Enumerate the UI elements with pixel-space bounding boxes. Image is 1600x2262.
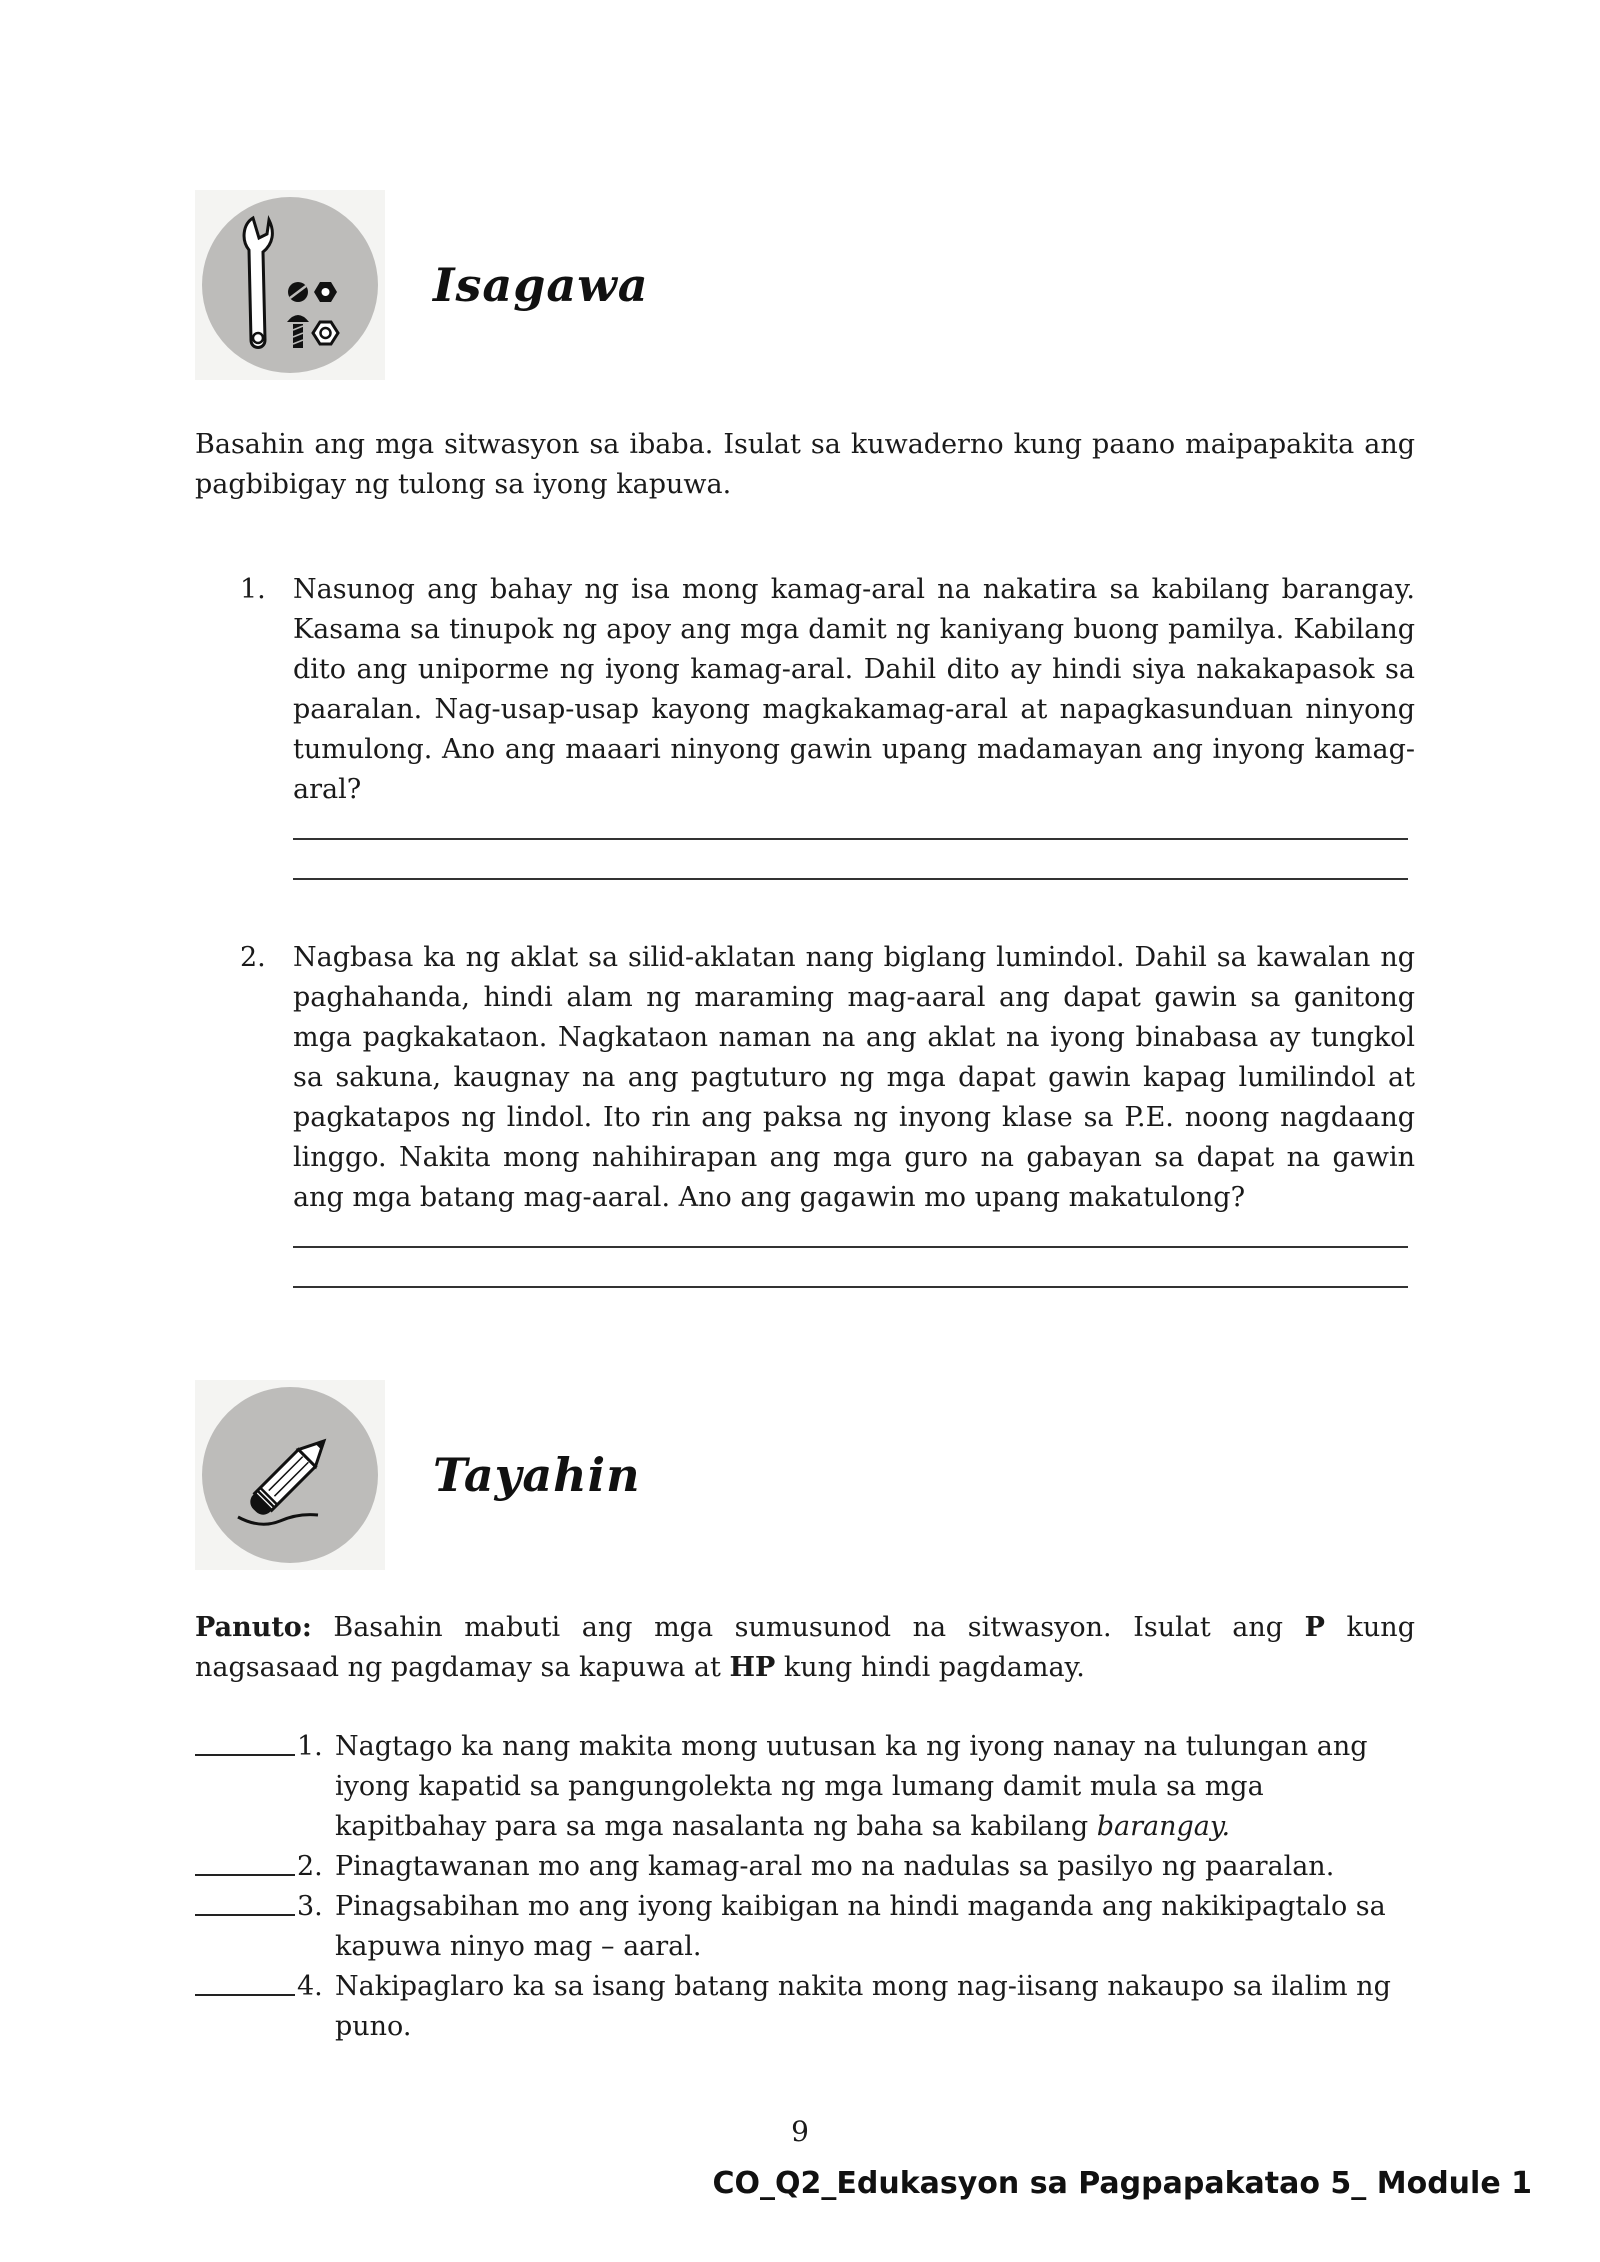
tayahin-item-3 [195,1887,1415,1967]
answer-blank[interactable] [195,1914,295,1916]
answer-code-p: P [1304,1612,1325,1643]
instructions-text: kung nagsasaad ng pagdamay sa kapuwa at [195,1612,1415,1683]
item-number: 1. [297,1731,323,1762]
item-text: Nakipaglaro ka sa isang batang nakita mong nag-iisang nakaupo sa ilalim ng puno. [335,1971,1391,2042]
tayahin-icon-box [195,1380,385,1570]
item-text: Pinagsabihan mo ang iyong kaibigan na hindi maganda ang nakikipagtalo sa kapuwa ninyo mag – aaral. [335,1891,1386,1962]
item-text: Pinagtawanan mo ang kamag-aral mo na nadulas sa pasilyo ng paaralan. [335,1851,1335,1882]
answer-blank[interactable] [195,1874,295,1876]
tayahin-instructions [195,1608,1415,1688]
tayahin-header [195,1380,641,1570]
item-number: 3. [297,1891,323,1922]
tayahin-title: Tayahin [433,1448,641,1502]
answer-blank[interactable] [195,1754,295,1756]
module-footer: CO_Q2_Edukasyon sa Pagpapakatao 5_ Module 1 [712,2166,1532,2201]
item-text: Nasunog ang bahay ng isa mong kamag-aral na nakatira sa kabilang barangay. Kasama sa tinupok ng apoy ang mga damit ng kaniyang buong pamilya. Kabilang dito ang uniporme ng iyong kamag-aral. Dahil dito ay hindi siya nakakapasok sa paaralan. Nag-usap-usap kayong magkakamag-aral at napagkasunduan ninyong tumulong. Ano ang maaari ninyong gawin upang madamayan ang inyong kamag-aral? [293,574,1415,805]
item-number: 2. [240,942,266,973]
instructions-label: Panuto: [195,1612,312,1643]
isagawa-header [195,190,649,380]
tayahin-list [195,1727,1415,2047]
answer-blank[interactable] [195,1994,295,1996]
item-number: 1. [240,574,266,605]
isagawa-title: Isagawa [433,258,649,312]
isagawa-item-1 [240,570,1415,810]
tayahin-item-4 [195,1967,1415,2047]
tayahin-item-1 [195,1727,1415,1847]
tools-icon [202,197,378,373]
answer-line[interactable] [293,838,1408,840]
isagawa-icon-box [195,190,385,380]
tayahin-item-2 [195,1847,1415,1887]
instructions-text: Basahin mabuti ang mga sumusunod na sitwasyon. Isulat ang [311,1612,1305,1643]
item-number: 2. [297,1851,323,1882]
isagawa-list [240,570,1415,1288]
page-number: 9 [791,2115,809,2148]
isagawa-item-2 [240,938,1415,1218]
isagawa-instructions: Basahin ang mga sitwasyon sa ibaba. Isulat sa kuwaderno kung paano maipapakita ang pagbibigay ng tulong sa iyong kapuwa. [195,429,1415,500]
instructions-text: kung hindi pagdamay. [775,1652,1085,1683]
answer-code-hp: HP [729,1652,776,1683]
item-text: Nagbasa ka ng aklat sa silid-aklatan nang biglang lumindol. Dahil sa kawalan ng paghahanda, hindi alam ng maraming mag-aaral ang dapat gawin sa ganitong mga pagkakataon. Nagkataon naman na ang aklat na iyong binabasa ay tungkol sa sakuna, kaugnay na ang pagtuturo ng mga dapat gawin kapag lumilindol at pagkatapos ng lindol. Ito rin ang paksa ng inyong klase sa P.E. noong nagdaang linggo. Nakita mong nahihirapan ang mga guro na gabayan sa dapat na gawin ang mga batang mag-aaral. Ano ang gagawin mo upang makatulong? [293,942,1415,1213]
answer-line[interactable] [293,1246,1408,1248]
item-text-wrap [297,1727,1415,1847]
pencil-icon [202,1387,378,1563]
item-number: 4. [297,1971,323,2002]
item-text-italic: barangay. [1096,1811,1231,1842]
answer-line[interactable] [293,878,1408,880]
answer-line[interactable] [293,1286,1408,1288]
item-text: Nagtago ka nang makita mong uutusan ka ng iyong nanay na tulungan ang iyong kapatid sa pangungolekta ng mga lumang damit mula sa mga kapitbahay para sa mga nasalanta ng baha sa kabilang [335,1731,1368,1842]
